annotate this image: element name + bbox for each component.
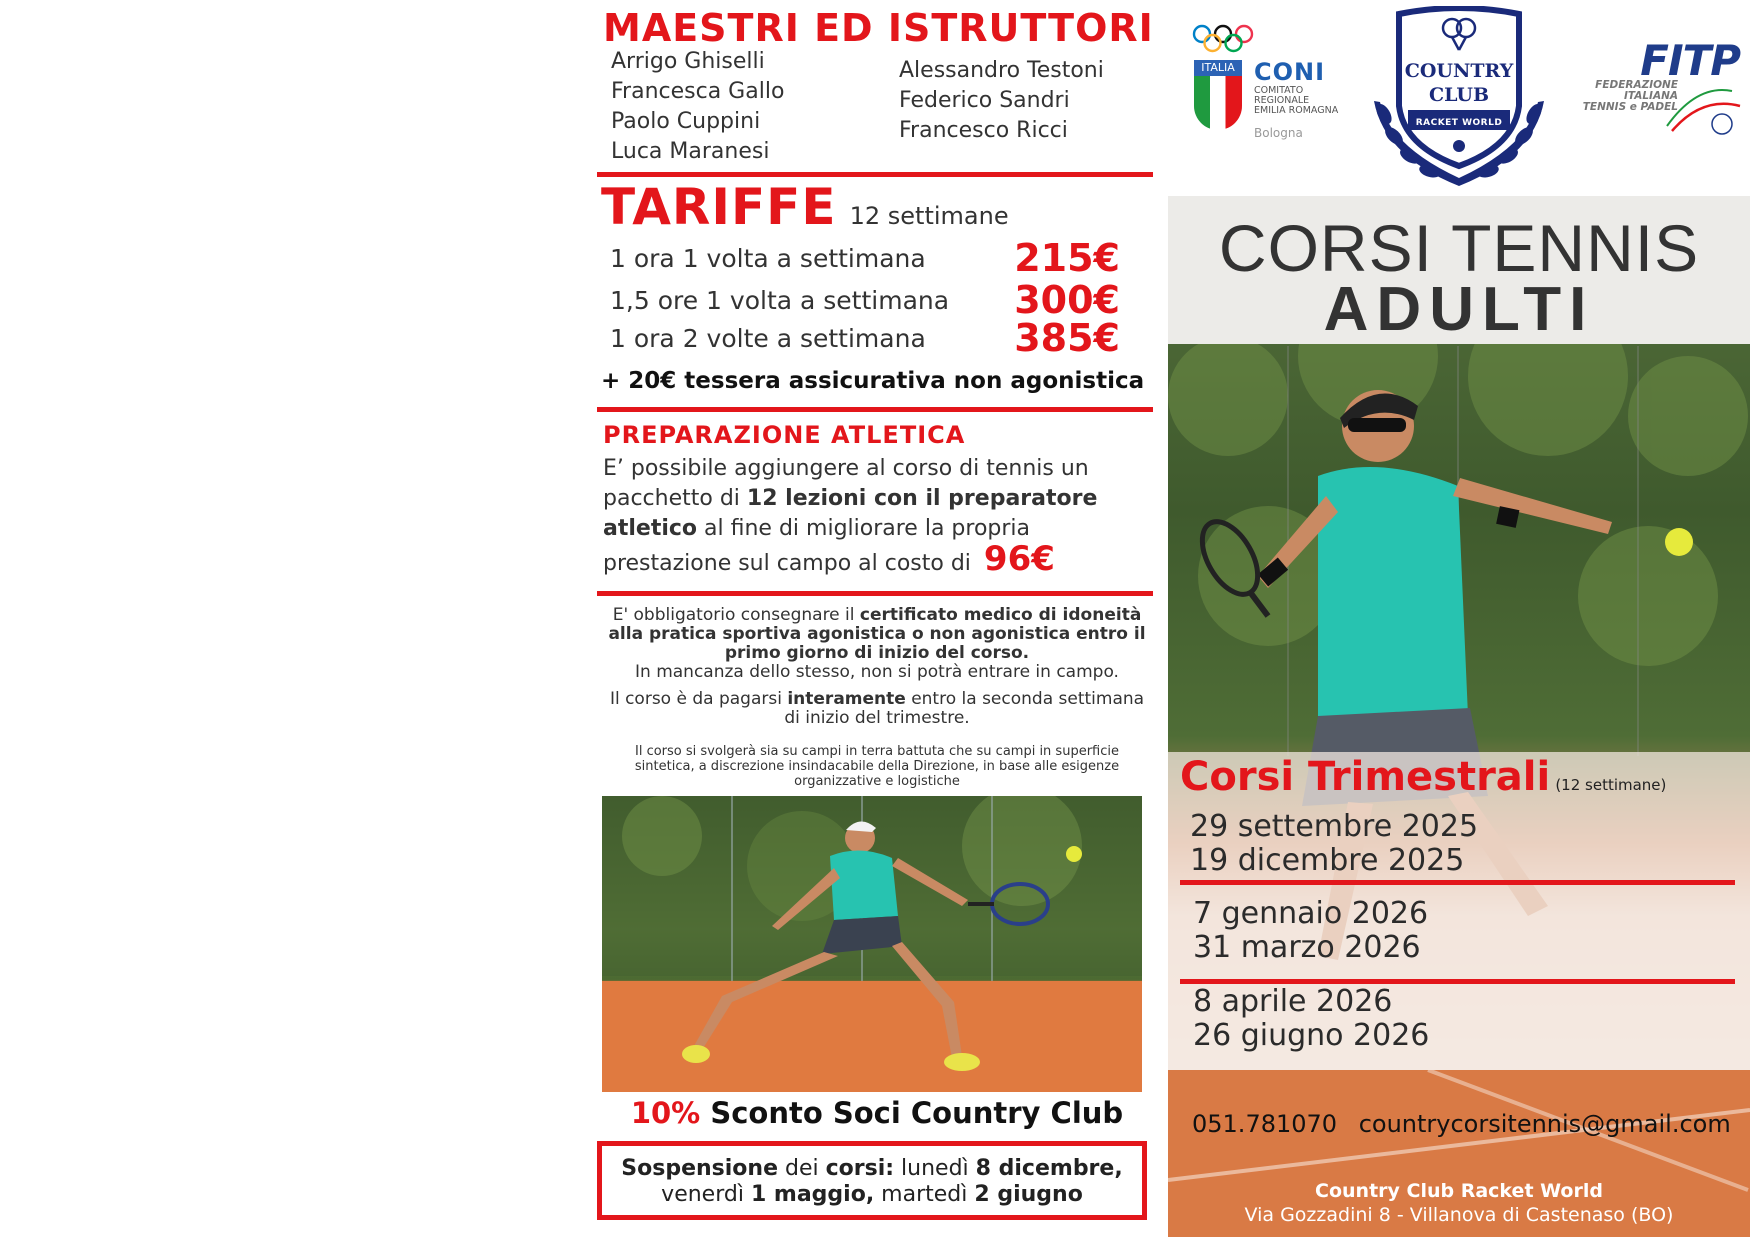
tariff-price: 215€ [1014,236,1120,280]
suspension-part: corsi: [825,1156,895,1181]
contact-email[interactable]: countrycorsitennis@gmail.com [1358,1110,1731,1138]
club-address: Via Gozzadini 8 - Villanova di Castenaso (BO) [1244,1204,1674,1226]
prep-text-bold: 12 lezioni con il preparatore atletico [603,486,1098,541]
divider [1180,880,1735,885]
staff-name: Paolo Cuppini [611,109,761,134]
period-end: 26 giugno 2026 [1193,1018,1430,1053]
staff-name: Francesco Ricci [899,118,1068,143]
tariff-label: 1 ora 2 volte a settimana [610,324,926,353]
tariff-row [610,278,1130,322]
suspension-part: Sospensione [621,1156,778,1181]
staff-title: MAESTRI ED ISTRUTTORI [603,6,1154,50]
tariffe-title: TARIFFE [601,178,837,236]
period-end: 19 dicembre 2025 [1190,843,1465,878]
tariff-label: 1 ora 1 volta a settimana [610,244,926,273]
certificate-notice [602,606,1152,682]
fitp-sub-line: TENNIS e PADEL [1582,101,1678,113]
staff-name: Federico Sandri [899,88,1070,113]
discount-percent: 10% [630,1096,701,1130]
period-start: 7 gennaio 2026 [1193,896,1429,931]
suspension-part: 1 maggio, [750,1182,875,1207]
tariffe-note: + 20€ tessera assicurativa non agonistica [601,368,1145,394]
club-name-line3: RACKET WORLD [1415,118,1503,128]
tariff-price: 385€ [1014,316,1120,360]
player-photo-drawing [602,796,1142,1092]
hero-title-line2: ADULTI [1323,275,1595,344]
coni-sub-line: EMILIA ROMAGNA [1254,105,1339,116]
notice-bold: certificato medico di idoneità alla pratica sportiva agonistica o non agonistica entro il primo giorno di inizio del corso. [608,605,1146,663]
notice-bold: interamente [787,689,906,709]
coni-name: CONI [1254,58,1326,86]
period-start: 29 settembre 2025 [1190,809,1479,844]
prep-price: 96€ [983,539,1055,579]
notice-part: In mancanza dello stesso, non si potrà entrare in campo. [635,662,1119,682]
period-start: 8 aprile 2026 [1193,984,1393,1019]
staff-name: Alessandro Testoni [899,58,1104,83]
member-discount [602,1096,1152,1130]
coni-sub-line: REGIONALE [1254,95,1310,106]
coni-sub-line: COMITATO [1254,85,1304,96]
course-period [1193,897,1428,965]
tariff-label: 1,5 ore 1 volta a settimana [610,286,950,315]
courses-header [1180,754,1666,800]
club-name-line1: COUNTRY [1404,60,1514,82]
contact-row [1192,1110,1731,1138]
divider [597,591,1153,596]
coni-logo [1190,24,1350,144]
tariff-row [610,236,1130,280]
notice-part: E' obbligatorio consegnare il [612,605,860,625]
coni-subtitle [1254,86,1338,116]
suspension-part: venerdì [661,1182,751,1207]
divider [597,172,1153,177]
country-club-logo [1364,6,1554,190]
prep-text-part: E’ possibile aggiungere al corso di tennis un pacchetto di [603,456,1089,511]
tariff-price: 300€ [1014,278,1120,322]
club-name: Country Club Racket World [1315,1180,1603,1202]
payment-notice [602,690,1152,728]
fitp-sub-line: ITALIANA [1623,90,1678,102]
notice-part: Il corso è da pagarsi [609,689,788,709]
prep-text-part: al fine di migliorare la propria prestazione sul campo al costo di [603,516,1031,576]
course-period [1193,985,1429,1053]
italy-shield-icon [1194,60,1242,130]
courses-title: Corsi Trimestrali [1180,754,1551,800]
coni-italia-label: ITALIA [1194,60,1242,76]
tariff-row [610,316,1130,360]
coni-city: Bologna [1254,126,1303,140]
course-period [1190,810,1478,878]
club-name-line2: CLUB [1428,84,1490,106]
courts-notice: Il corso si svolgerà sia su campi in terra battuta che su campi in superficie sintetica, a discrezione insindacabile della Direzione, in base alle esigenze organizzative e logistiche [634,744,1120,789]
discount-text: Sconto Soci Country Club [700,1096,1124,1130]
prep-text [603,454,1143,579]
fitp-logo [1562,36,1742,136]
staff-name: Luca Maranesi [611,139,770,164]
fitp-swoosh-icon [1662,76,1742,136]
divider [597,407,1153,412]
contact-phone[interactable]: 051.781070 [1192,1110,1338,1138]
olympic-rings-icon [1192,24,1254,54]
player-photo-clay [602,796,1142,1092]
tariffe-header [601,178,1009,236]
fitp-name: FITP [1640,36,1740,85]
suspension-part: lunedì [894,1156,976,1181]
suspension-part: 8 dicembre, [975,1156,1123,1181]
period-end: 31 marzo 2026 [1193,930,1421,965]
prep-title: PREPARAZIONE ATLETICA [603,421,966,449]
courses-note: (12 settimane) [1555,776,1667,794]
suspension-box [597,1141,1147,1220]
suspension-part: martedì [874,1182,975,1207]
staff-list-1 [611,47,784,167]
staff-list-2 [899,56,1104,146]
tariffe-subtitle: 12 settimane [849,202,1009,230]
staff-name: Arrigo Ghiselli [611,49,765,74]
staff-name: Francesca Gallo [611,79,785,104]
suspension-part: dei [778,1156,826,1181]
fitp-sub-line: FEDERAZIONE [1595,79,1678,91]
suspension-part: 2 giugno [974,1182,1083,1207]
notice-part: entro la seconda settimana di inizio del trimestre. [784,689,1145,728]
hero-title-line1: CORSI TENNIS [1218,211,1700,285]
